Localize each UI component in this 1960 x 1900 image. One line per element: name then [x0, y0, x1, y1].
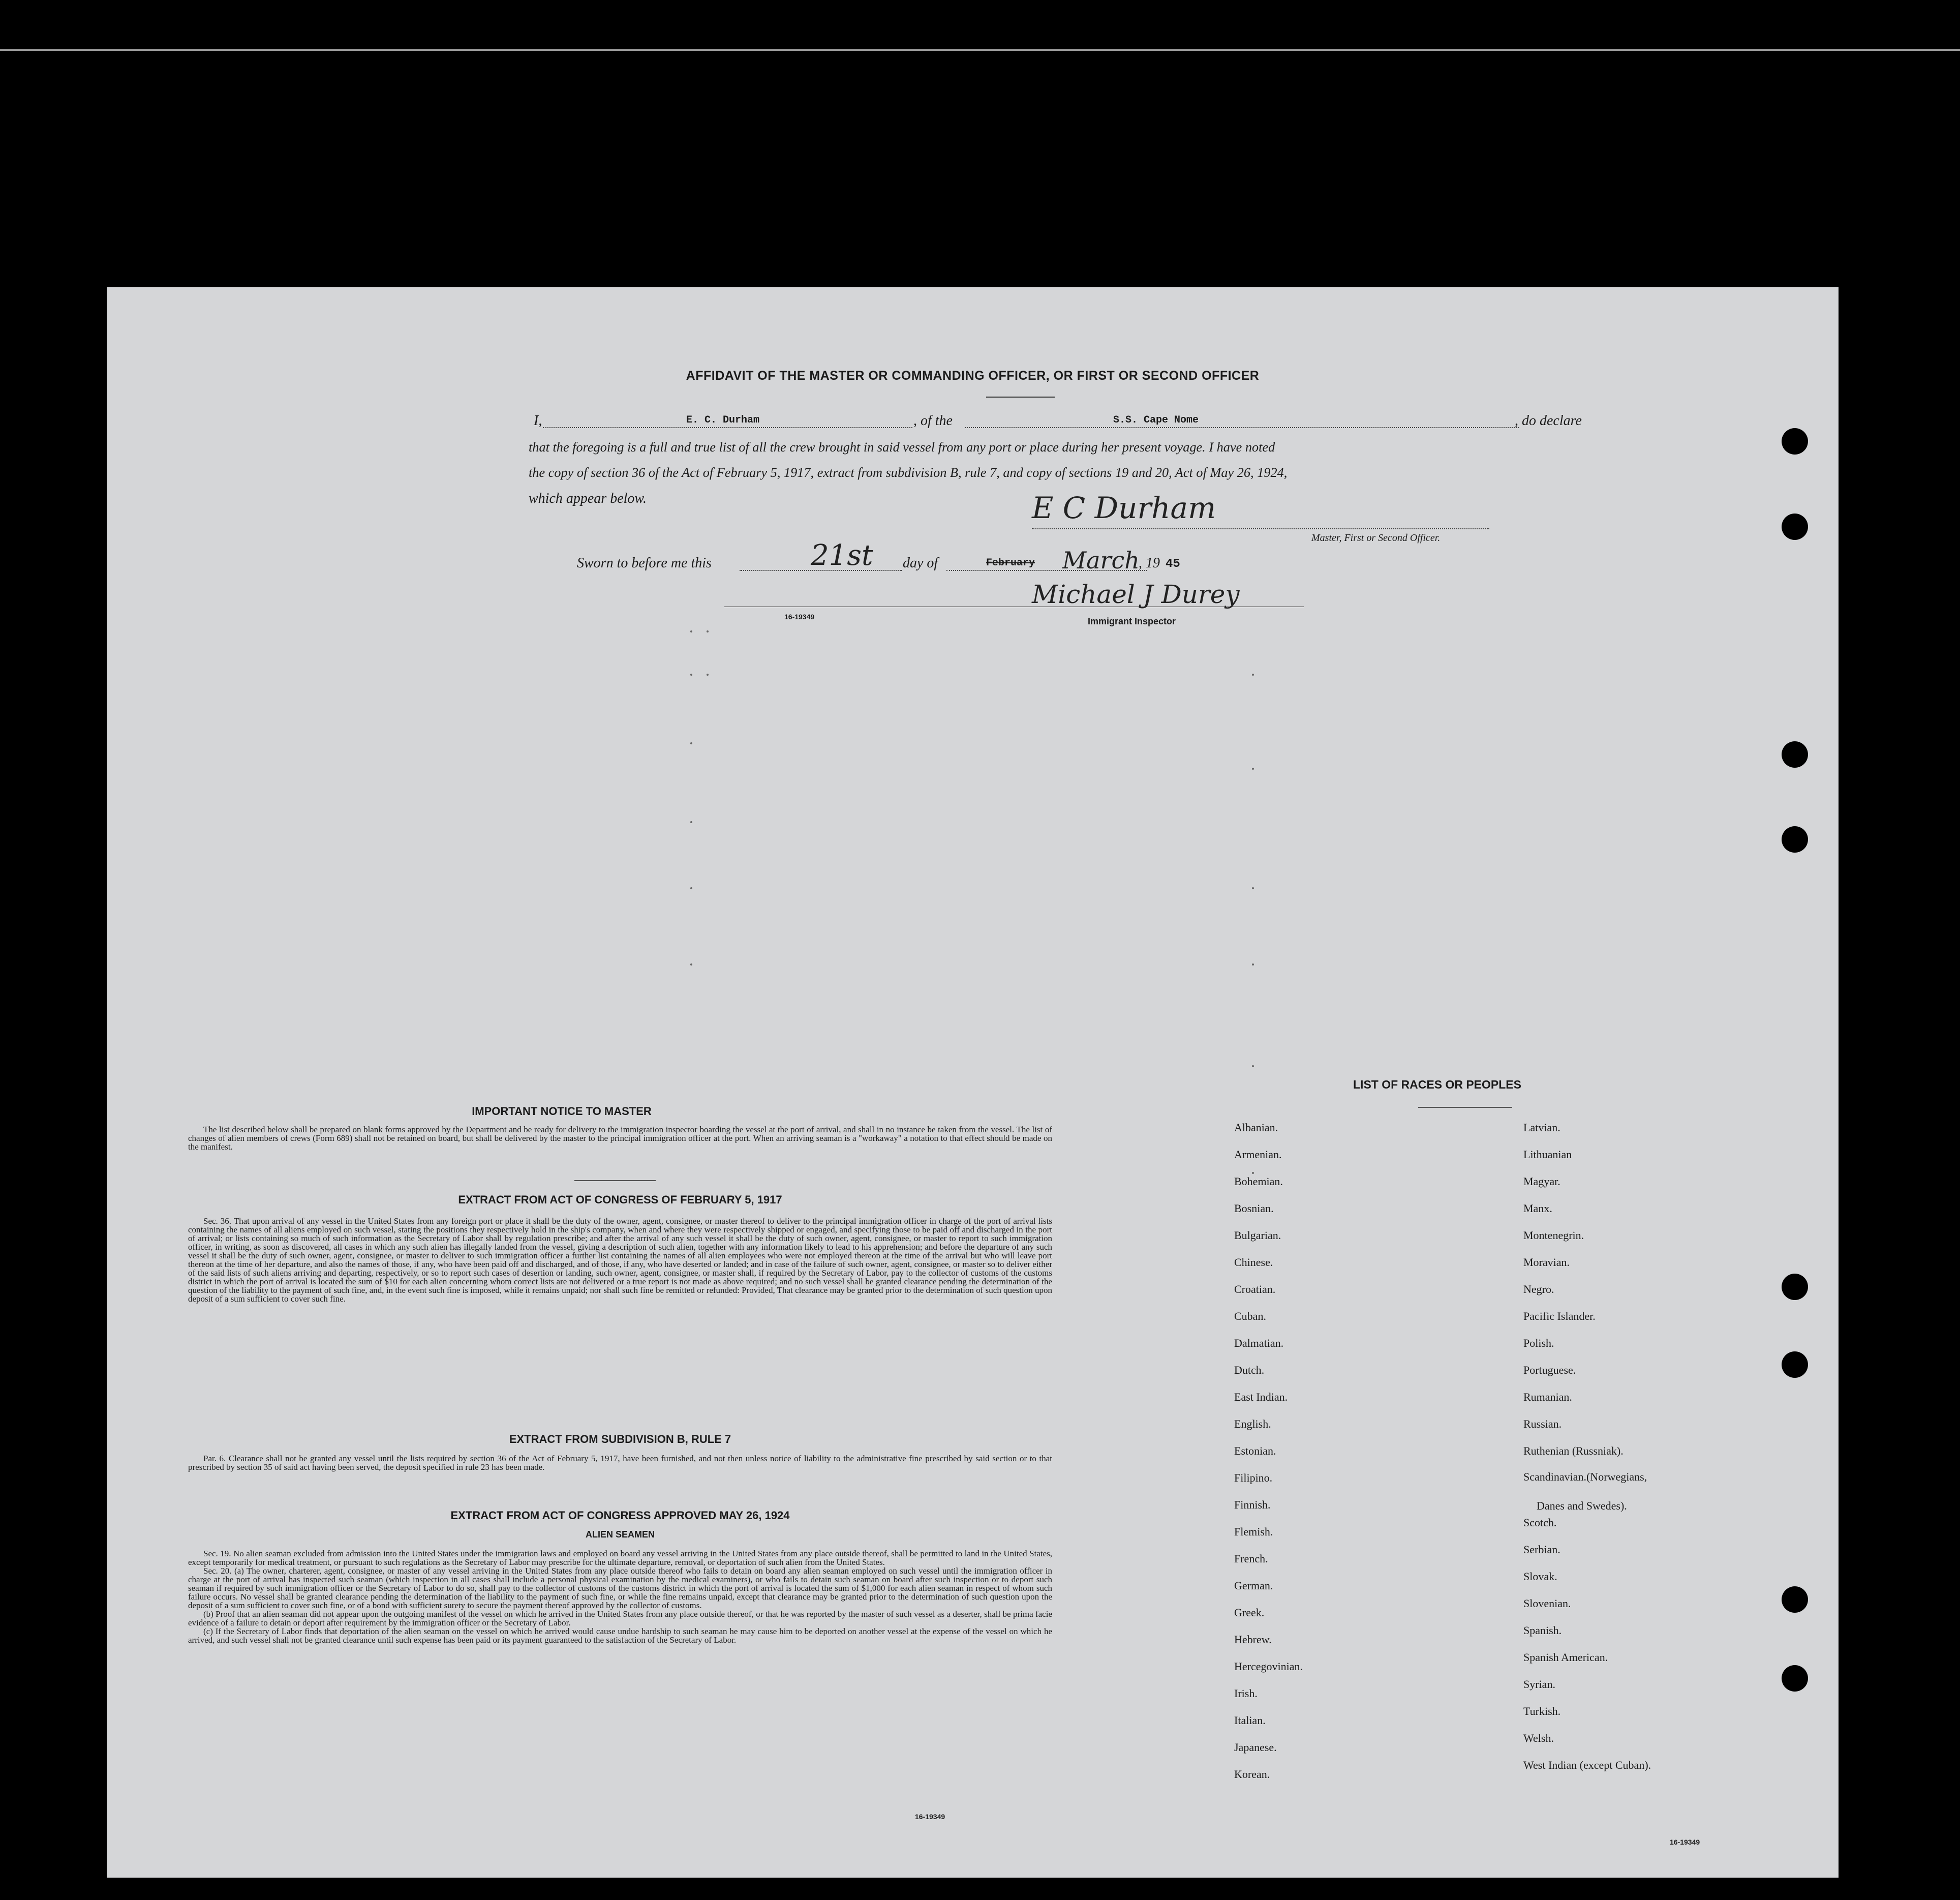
vessel-name: S.S. Cape Nome [1113, 414, 1199, 426]
act1917-text [188, 1217, 1052, 1303]
punch-hole [1782, 428, 1808, 455]
race-item: French. [1234, 1552, 1268, 1565]
sworn-label: Sworn to before me this [577, 555, 712, 571]
act1924-title: EXTRACT FROM ACT OF CONGRESS APPROVED MAY 26, 1924 [450, 1509, 790, 1522]
of-the-label: , of the [913, 413, 953, 429]
race-item: Filipino. [1234, 1471, 1273, 1484]
race-item: Welsh. [1523, 1732, 1554, 1744]
rule7-paragraph: Par. 6. Clearance shall not be granted any vessel until the lists required by section 36 of the Act of February 5, 1917, have been furnished, and not then unless notice of liability to the administrative fine prescribed by said section or to that prescribed by section 35 of said act having been served, the deposit specified in rule 23 has been made. [188, 1454, 1052, 1472]
form-number-right: 16-19349 [1670, 1838, 1700, 1846]
race-item: Estonian. [1234, 1444, 1276, 1457]
sec19-paragraph: Sec. 19. No alien seaman excluded from admission into the United States under the immigration laws and employed on board any vessel arriving in the United States from any place outside thereof, shall be permitted to land in the United States, except temporarily for medical treatment, or pursuant to such regulations as the Secretary of Labor may prescribe for the ultimate departure, removal, or deportation of such alien from the United States. [188, 1549, 1052, 1567]
race-item: German. [1234, 1579, 1273, 1592]
race-item: Portuguese. [1523, 1364, 1576, 1376]
race-item: Scandinavian.(Norwegians, [1523, 1470, 1647, 1483]
year-suffix: 45 [1166, 557, 1180, 571]
race-item: Greek. [1234, 1606, 1265, 1619]
punch-hole [1782, 741, 1808, 768]
form-number-left: 16-19349 [915, 1813, 945, 1821]
master-signature: E C Durham [1032, 491, 1216, 525]
race-item: Syrian. [1523, 1678, 1555, 1691]
notice-title: IMPORTANT NOTICE TO MASTER [472, 1105, 652, 1118]
race-item: West Indian (except Cuban). [1523, 1759, 1651, 1771]
i-label: I, [534, 413, 542, 429]
affidavit-line-2: that the foregoing is a full and true list of all the crew brought in said vessel from any port or place during her present voyage. I have noted [529, 440, 1275, 455]
race-item: Japanese. [1234, 1741, 1277, 1754]
sec20a-paragraph: Sec. 20. (a) The owner, charterer, agent, consignee, or master of any vessel arriving in the United States from any place outside thereof who fails to detain on board any alien seaman employed on such vessel until the immigration officer in charge at the port of arrival has inspected such seaman (which inspection in all cases shall include a personal physical examination by the medical examiners), or who fails to detain such seaman on board after such inspection or to deport such seaman if required by such immigration officer or the Secretary of Labor to do so, shall pay to the collector of customs of the customs district in which the port of arrival is located the sum of $1,000 for each alien seaman in respect of whom such failure occurs. No vessel shall be granted clearance pending the determination of the liability to the payment of such fine, or while the fine remains unpaid, except that clearance may be granted prior to the determination of such question upon the deposit of a sum sufficient to cover such fine, or of a bond with sufficient surety to secure the payment thereof approved by the collector of customs. [188, 1566, 1052, 1610]
race-item: Irish. [1234, 1687, 1258, 1700]
race-item-continuation: Danes and Swedes). [1537, 1499, 1627, 1512]
race-item: Chinese. [1234, 1256, 1273, 1269]
master-caption: Master, First or Second Officer. [1311, 532, 1441, 544]
race-item: Scotch. [1523, 1516, 1557, 1529]
day-of-label: day of [903, 555, 938, 571]
notice-divider [574, 1180, 656, 1181]
race-item: Finnish. [1234, 1498, 1271, 1511]
year-prefix: , 19 [1139, 555, 1160, 571]
race-item: Ruthenian (Russniak). [1523, 1444, 1624, 1457]
notice-paragraph: The list described below shall be prepared on blank forms approved by the Department and be ready for delivery to the immigration inspector boarding the vessel at the port of arrival, and shall in no instance be taken from the vessel. The list of changes of alien members of crews (Form 689) shall not be retained on board, but shall be delivered by the master to the principal immigration officer at the port. When an arriving seaman is a "workaway" a notation to that effect should be made on the manifest. [188, 1125, 1052, 1152]
race-item: Hercegovinian. [1234, 1660, 1303, 1673]
race-item: Turkish. [1523, 1705, 1561, 1717]
master-signature-line [1032, 528, 1489, 529]
sec20c-paragraph: (c) If the Secretary of Labor finds that deportation of the alien seaman on the vessel on which he arrived would cause undue hardship to such seaman he may cause him to be deported on another vessel at the expense of the vessel on which he arrived, and such vessel shall not be granted clearance until such expense has been paid or its payment guaranteed to the satisfaction of the Secretary of Labor. [188, 1626, 1052, 1645]
notice-text [188, 1125, 1052, 1151]
race-item: Bosnian. [1234, 1202, 1274, 1215]
race-item: Croatian. [1234, 1283, 1276, 1295]
month-struck: February [986, 557, 1035, 569]
punch-hole [1782, 1665, 1808, 1692]
race-item: Dutch. [1234, 1364, 1265, 1376]
race-item: Hebrew. [1234, 1633, 1272, 1646]
race-item: English. [1234, 1418, 1271, 1430]
affidavit-line-3: the copy of section 36 of the Act of February 5, 1917, extract from subdivision B, rule 7, and copy of sections 19 and 20, Act of May 26, 1924, [529, 465, 1288, 480]
top-scan-line [0, 49, 1960, 51]
punch-hole [1782, 514, 1808, 540]
rule7-text [188, 1454, 1052, 1471]
race-item: Cuban. [1234, 1310, 1266, 1322]
race-item: Rumanian. [1523, 1391, 1572, 1403]
act1917-title: EXTRACT FROM ACT OF CONGRESS OF FEBRUARY 5, 1917 [458, 1193, 782, 1206]
sec20b-paragraph: (b) Proof that an alien seaman did not appear upon the outgoing manifest of the vessel on which he arrived in the United States from any place outside thereof, or that he was reported by the master of such vessel as a deserter, shall be prima facie evidence of a failure to detain or deport after requirement by the immigration officer or the Secretary of Labor. [188, 1609, 1052, 1627]
race-item: East Indian. [1234, 1391, 1288, 1403]
race-item: Spanish. [1523, 1624, 1562, 1637]
month-written: March [1062, 547, 1140, 574]
document-page [107, 287, 1839, 1878]
race-item: Serbian. [1523, 1543, 1560, 1556]
master-name: E. C. Durham [686, 414, 760, 426]
affidavit-line-4: which appear below. [529, 491, 647, 506]
race-item: Slovak. [1523, 1570, 1557, 1583]
act1924-text [188, 1549, 1052, 1644]
race-item: Montenegrin. [1523, 1229, 1584, 1242]
race-item: Bulgarian. [1234, 1229, 1281, 1242]
master-name-line [543, 427, 912, 428]
race-item: Slovenian. [1523, 1597, 1571, 1610]
act1924-subtitle: ALIEN SEAMEN [585, 1529, 655, 1540]
rule7-title: EXTRACT FROM SUBDIVISION B, RULE 7 [509, 1433, 731, 1445]
race-item: Moravian. [1523, 1256, 1570, 1269]
race-item: Dalmatian. [1234, 1337, 1284, 1349]
act1917-paragraph: Sec. 36. That upon arrival of any vessel in the United States from any foreign port or place it shall be the duty of the owner, agent, consignee, or master thereof to deliver to the principal immigration officer in charge of the port of arrival lists containing the names of all aliens employed on such vessel, stating the positions they respectively hold in the ship's company, when and where they were respectively shipped or engaged, and specifying those to be paid off and discharged in the port of arrival; or lists containing so much of such information as the Secretary of Labor shall by regulation prescribe; and after the arrival of any such vessel it shall be the duty of such owner, agent, consignee, or master to report to such immigration officer, in writing, as soon as discovered, all cases in which any such alien has illegally landed from the vessel, giving a description of such alien, together with any information likely to lead to his apprehension; and before the departure of any such vessel it shall be the duty of such owner, agent, consignee, or master to deliver to such immigration officer a further list containing the names of all alien employees who were not employed thereon at the time of the arrival but who will leave port thereon at the time of her departure, and also the names of those, if any, who have been paid off and discharged, and of those, if any, who have deserted or landed; and in case of the failure of such owner, agent, consignee, or master so to deliver either of the said lists of such aliens arriving and departing, respectively, or so to report such cases of desertion or landing, such owner, agent, consignee, or master shall, if required by the Secretary of Labor, pay to the collector of customs of the customs district in which the port of arrival is located the sum of $10 for each alien concerning whom correct lists are not delivered or a true report is not made as above required; and no such vessel shall be granted clearance pending the determination of the question of the liability to the payment of such fine, and, in the event such fine is imposed, while it remains unpaid; nor shall such fine be remitted or refunded: Provided, That clearance may be granted prior to the determination of such question upon deposit of a sum sufficient to cover such fine. [188, 1216, 1052, 1304]
inspector-signature: Michael J Durey [1032, 580, 1240, 609]
race-item: Flemish. [1234, 1525, 1273, 1538]
races-divider [1418, 1107, 1512, 1108]
races-left-column [1234, 1121, 1303, 1795]
race-item: Armenian. [1234, 1148, 1282, 1161]
vessel-name-line [965, 427, 1519, 428]
race-item: Manx. [1523, 1202, 1552, 1215]
race-item: Bohemian. [1234, 1175, 1283, 1188]
race-item: Polish. [1523, 1337, 1554, 1349]
race-item: Lithuanian [1523, 1148, 1572, 1161]
punch-hole [1782, 1351, 1808, 1378]
race-item-continuation-row [1523, 1499, 1651, 1516]
race-item: Russian. [1523, 1418, 1562, 1430]
race-item: Albanian. [1234, 1121, 1278, 1134]
races-title: LIST OF RACES OR PEOPLES [1353, 1078, 1521, 1091]
punch-hole [1782, 826, 1808, 853]
race-item: Magyar. [1523, 1175, 1560, 1188]
race-item: Korean. [1234, 1768, 1270, 1781]
inspector-caption: Immigrant Inspector [1088, 616, 1176, 626]
race-item: Italian. [1234, 1714, 1266, 1727]
form-number-top: 16-19349 [784, 613, 815, 621]
races-right-column [1523, 1121, 1651, 1786]
race-item: Latvian. [1523, 1121, 1560, 1134]
affidavit-title: AFFIDAVIT OF THE MASTER OR COMMANDING OFFICER, OR FIRST OR SECOND OFFICER [686, 369, 1260, 383]
punch-hole [1782, 1274, 1808, 1300]
race-item: Pacific Islander. [1523, 1310, 1596, 1322]
race-item: Spanish American. [1523, 1651, 1608, 1664]
title-divider [986, 397, 1055, 398]
do-declare-label: , do declare [1515, 413, 1582, 429]
punch-hole [1782, 1586, 1808, 1613]
race-item: Negro. [1523, 1283, 1554, 1295]
sworn-day: 21st [811, 539, 873, 572]
